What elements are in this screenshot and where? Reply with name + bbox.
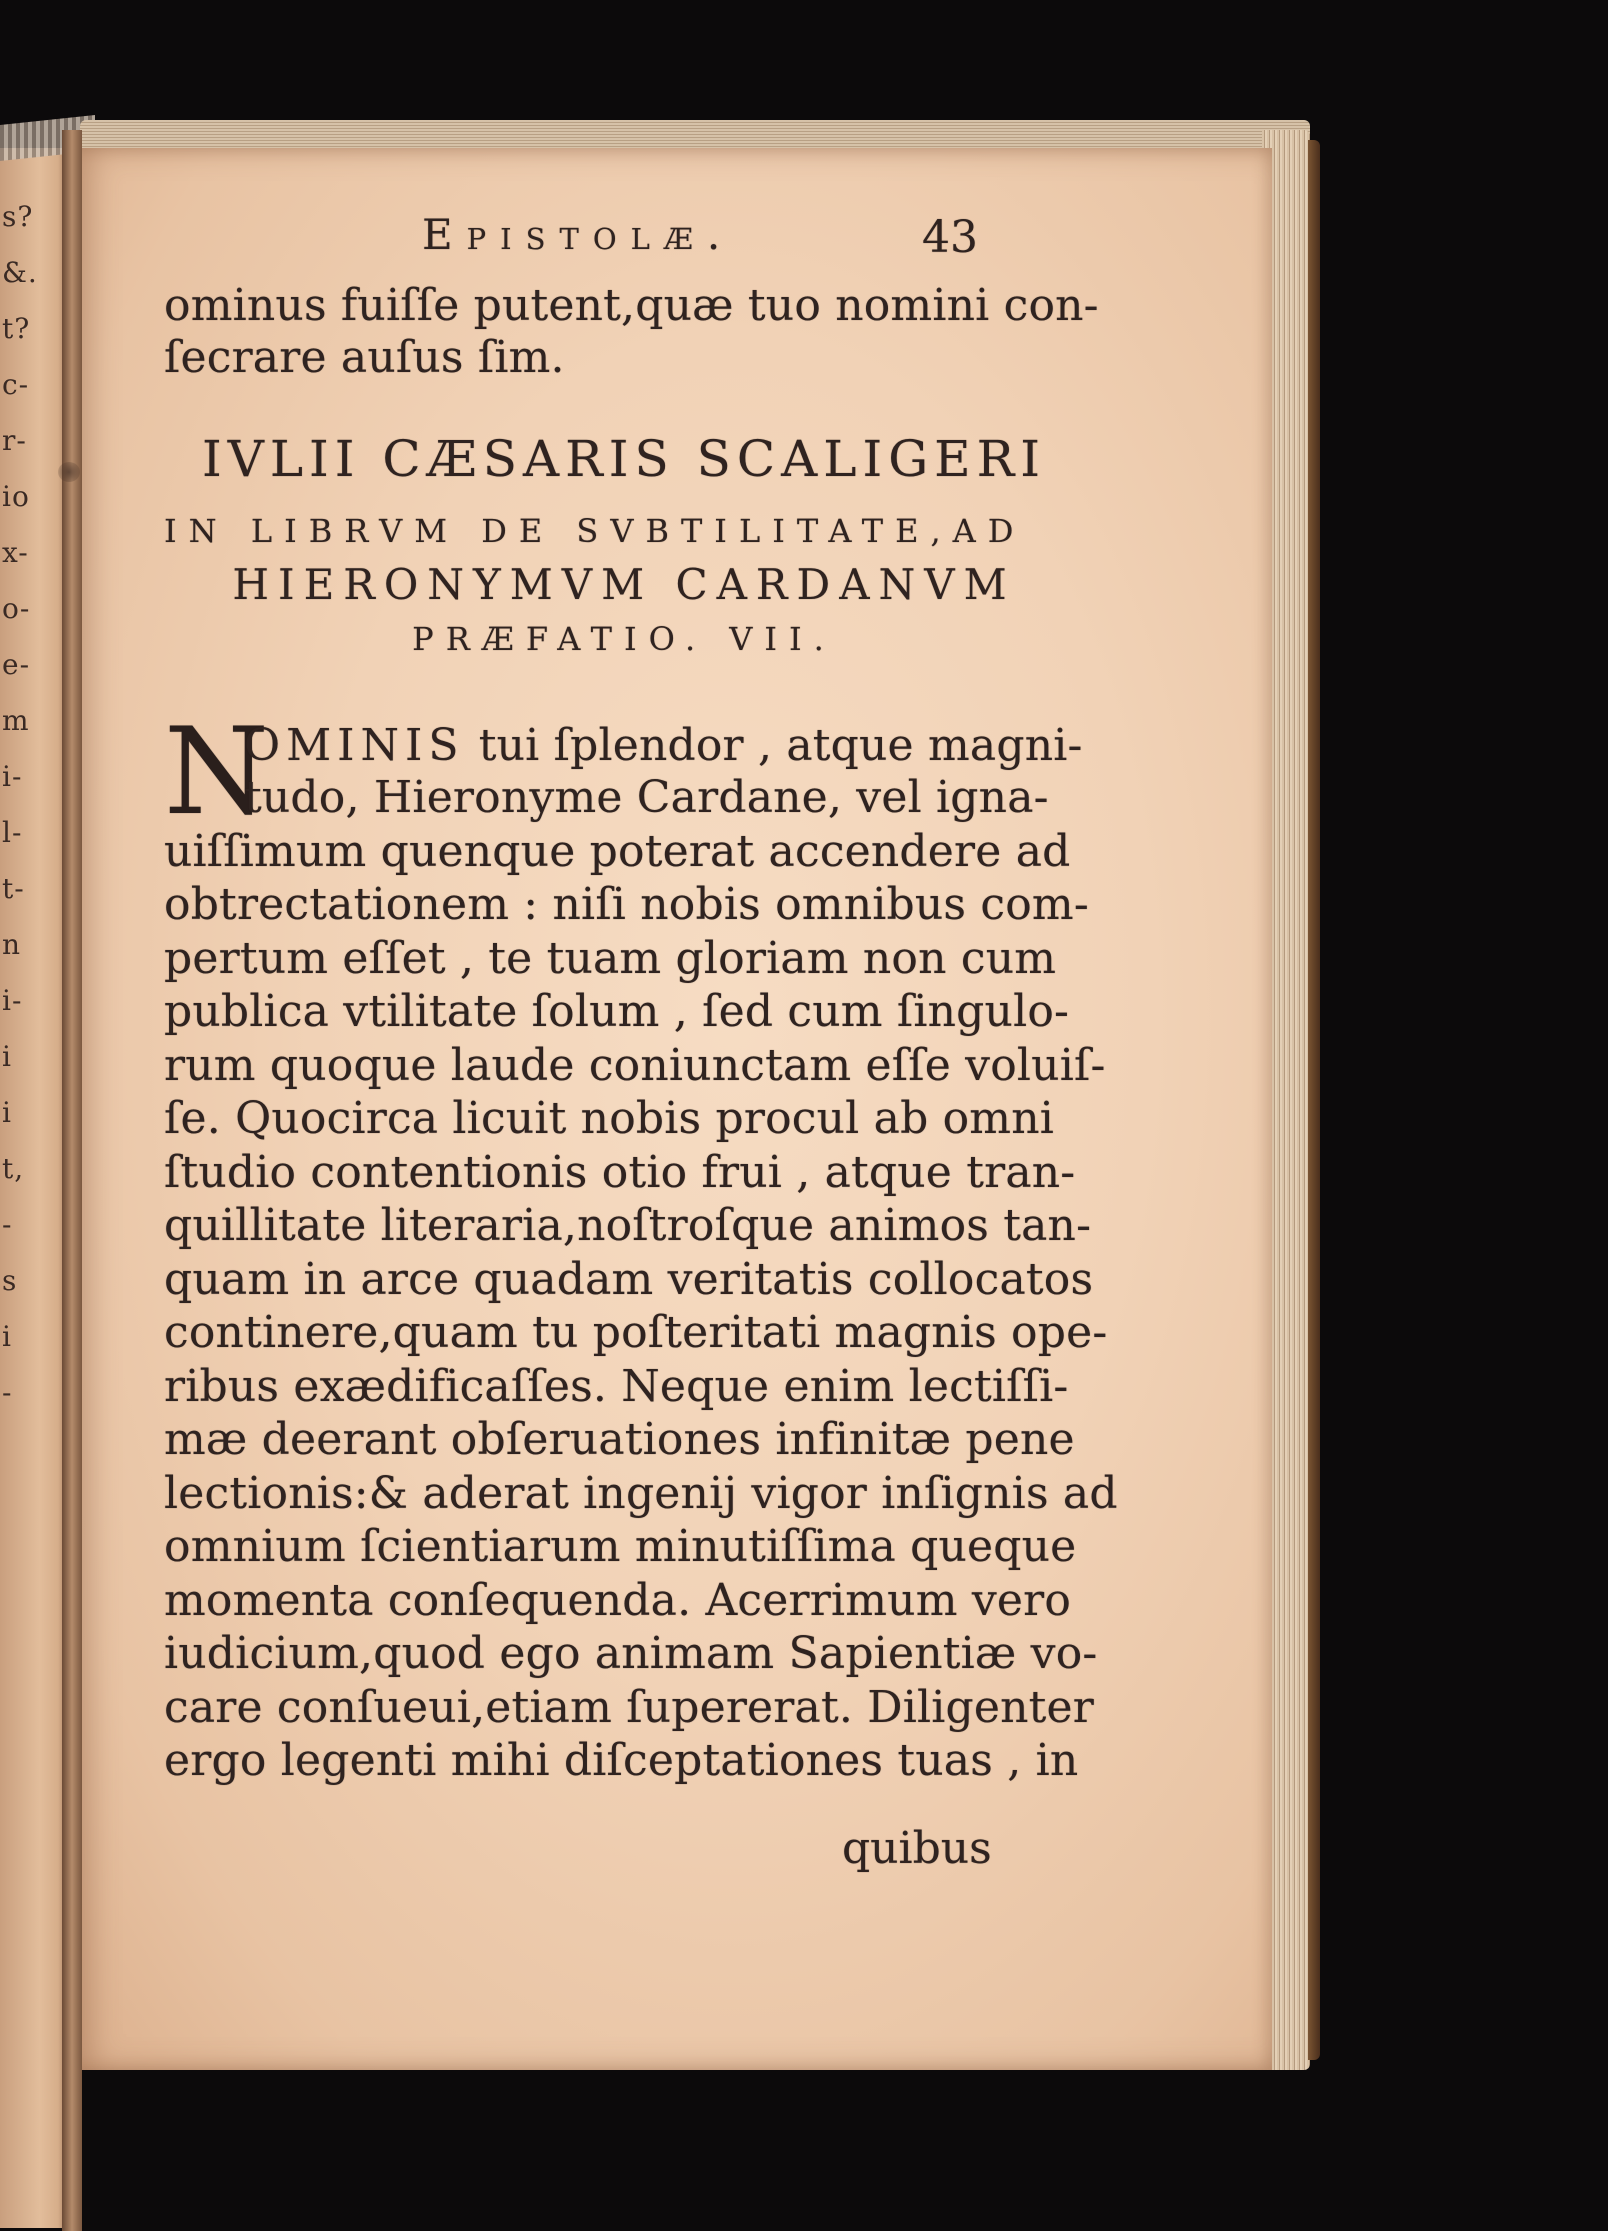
text-line: quillitate literaria,noſtroſque animos tan- [164, 1200, 1092, 1251]
left-page-fragment: o- [2, 592, 31, 625]
left-page-fragment: io [2, 480, 30, 513]
ink-smudge [58, 462, 80, 482]
left-page-fragment: n [2, 928, 22, 961]
left-page-fragment: t, [2, 1152, 25, 1185]
text-line-top-2: ſecrare auſus ſim. [164, 332, 565, 383]
title-addressee: HIERONYMVM CARDANVM [232, 560, 1016, 609]
text-line: publica vtilitate ſolum , ſed cum ſingulo- [164, 986, 1070, 1037]
first-line-rest: tui ſplendor , atque magni- [464, 720, 1083, 771]
text-line: omnium ſcientiarum minutiſſima queque [164, 1521, 1077, 1572]
title-subject: IN LIBRVM DE SVBTILITATE,AD [164, 512, 1026, 550]
catchword: quibus [842, 1823, 992, 1874]
left-page-fragment: i [2, 1096, 12, 1129]
text-line: uiſſimum quenque poterat accendere ad [164, 825, 1071, 877]
text-line: ſe. Quocirca licuit nobis procul ab omni [164, 1093, 1055, 1144]
left-page-fragment: c- [2, 368, 30, 401]
left-page-fragment: - [2, 1208, 13, 1241]
left-page-fragment: l- [2, 816, 23, 849]
left-page-fragment: t? [2, 312, 31, 345]
text-line: lectionis:& aderat ingenij vigor inſignis ad [164, 1467, 1118, 1519]
left-page-fragment: x- [2, 536, 29, 569]
left-page-fragment: e- [2, 648, 31, 681]
left-page-fragment: s [2, 1264, 18, 1297]
text-line: mæ deerant obſeruationes infinitæ pene [164, 1414, 1075, 1465]
left-page-fragment: i- [2, 760, 23, 793]
left-page-fragment: s? [2, 200, 34, 233]
title-author: IVLII CÆSARIS SCALIGERI [201, 430, 1047, 488]
running-head: Epistolæ. [422, 210, 735, 259]
spine-strip [62, 130, 82, 2231]
left-page-fragment: m [2, 704, 30, 737]
text-line: momenta conſequenda. Acerrimum vero [164, 1574, 1072, 1626]
text-line: pertum eſſet , te tuam gloriam non cum [164, 932, 1057, 984]
text-line: obtrectationem : niſi nobis omnibus com- [164, 879, 1089, 930]
left-page-fragment: r- [2, 424, 27, 457]
left-page-fragment: i [2, 1040, 12, 1073]
page-number: 43 [922, 212, 978, 263]
left-page-fragment: t- [2, 872, 25, 905]
text-line-top-1: ominus fuiſſe putent,quæ tuo nomini con- [164, 280, 1099, 331]
text-line: ribus exædificaſſes. Neque enim lectiſſi- [164, 1360, 1069, 1412]
drop-capital: N [164, 703, 269, 842]
left-page-fragment: &. [2, 256, 38, 289]
text-line: care conſueui,etiam ſupererat. Diligenter [164, 1681, 1095, 1733]
text-line: iudicium,quod ego animam Sapientiæ vo- [164, 1628, 1098, 1679]
first-word-smallcaps: OMINIS [244, 720, 465, 771]
left-page-fragment: i [2, 1320, 12, 1353]
left-page-fragment: i- [2, 984, 23, 1017]
text-line: continere,quam tu poſteritati magnis ope- [164, 1307, 1108, 1358]
text-line: quam in arce quadam veritatis collocatos [164, 1253, 1094, 1305]
title-preface: PRÆFATIO. VII. [412, 620, 836, 658]
right-page [72, 148, 1272, 2070]
text-line: rum quoque laude coniunctam eſſe voluiſ- [164, 1039, 1106, 1091]
text-line: tudo, Hieronyme Cardane, vel igna- [244, 772, 1049, 823]
left-page-fragment: - [2, 1376, 13, 1409]
text-line-first [244, 720, 1084, 772]
text-line: ſtudio contentionis otio frui , atque tran- [164, 1146, 1076, 1198]
text-line: ergo legenti mihi diſceptationes tuas , in [164, 1735, 1079, 1786]
